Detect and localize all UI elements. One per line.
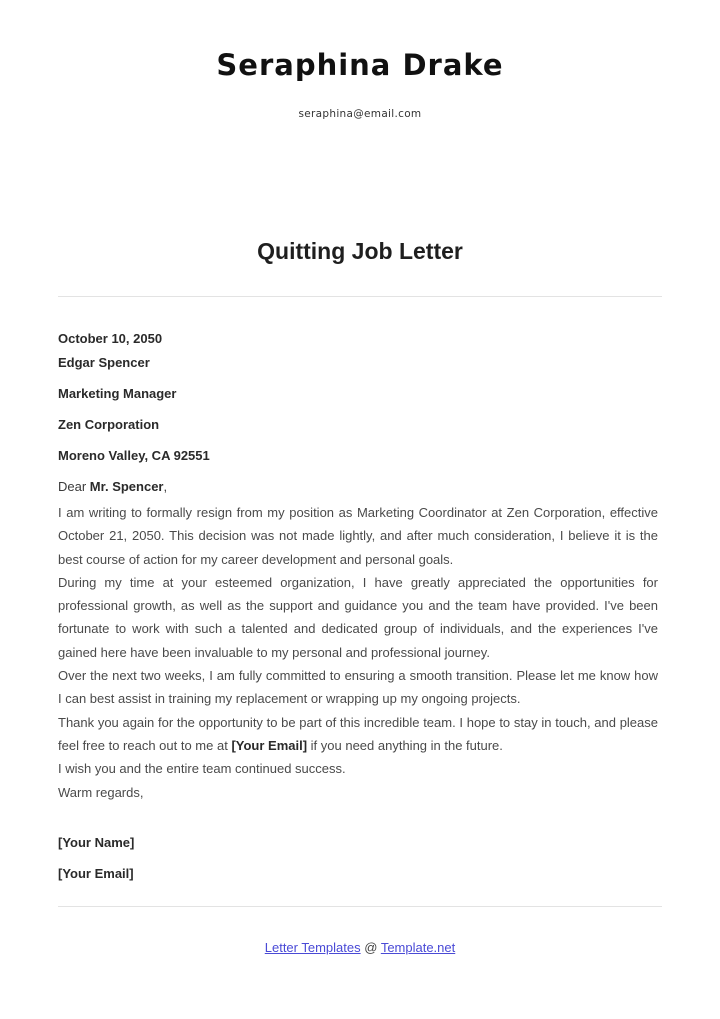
document-title: Quitting Job Letter [257, 238, 463, 264]
letter-date: October 10, 2050 [58, 331, 163, 346]
salutation [58, 478, 658, 496]
signature-email: [Your Email] [58, 865, 134, 881]
recipient-title: Marketing Manager [58, 386, 177, 401]
letter-body [58, 330, 658, 896]
salutation-name: Mr. Spencer [89, 479, 164, 494]
recipient-address: Moreno Valley, CA 92551 [58, 448, 210, 463]
salutation-suffix: , [163, 479, 168, 494]
paragraph-thanks [58, 711, 658, 758]
thanks-text-start: Thank you again for the opportunity to be part of this incredible team. I hope to stay in touch, and please feel free to reach out to me at [58, 714, 658, 753]
paragraph-appreciation: During my time at your esteemed organization, I have greatly appreciated the opportunities for professional growth, as well as the support and guidance you and the team have provided. I've been fortunate to work with such a talented and dedicated group of individuals, and the experiences I've gained here have been invaluable to my personal and professional journey. [58, 574, 658, 660]
bottom-divider [58, 906, 662, 907]
signature-name: [Your Name] [58, 834, 135, 850]
letter-templates-link[interactable]: Letter Templates [264, 940, 361, 955]
template-net-link[interactable]: Template.net [380, 940, 456, 955]
top-divider [58, 296, 662, 297]
recipient-company: Zen Corporation [58, 417, 160, 432]
salutation-prefix: Dear [58, 479, 90, 494]
sender-name: Seraphina Drake [216, 48, 504, 82]
paragraph-resignation: I am writing to formally resign from my position as Marketing Coordinator at Zen Corporation, effective October 21, 2050. This decision was not made lightly, and after much consideration, I believe it is the best course of action for my career development and personal goals. [58, 505, 658, 567]
thanks-text-end: if you need anything in the future. [307, 737, 503, 753]
thanks-email-placeholder: [Your Email] [231, 737, 308, 753]
footer-separator: @ [360, 940, 381, 955]
paragraph-transition: Over the next two weeks, I am fully committed to ensuring a smooth transition. Please let me know how I can best assist in training my replacement or wrapping up my ongoing projects. [58, 668, 658, 707]
sender-email: seraphina@email.com [298, 108, 422, 120]
footer-credit [0, 940, 720, 955]
paragraph-wishes: I wish you and the entire team continued success. [58, 761, 346, 777]
closing: Warm regards, [58, 784, 144, 800]
recipient-name: Edgar Spencer [58, 355, 150, 370]
